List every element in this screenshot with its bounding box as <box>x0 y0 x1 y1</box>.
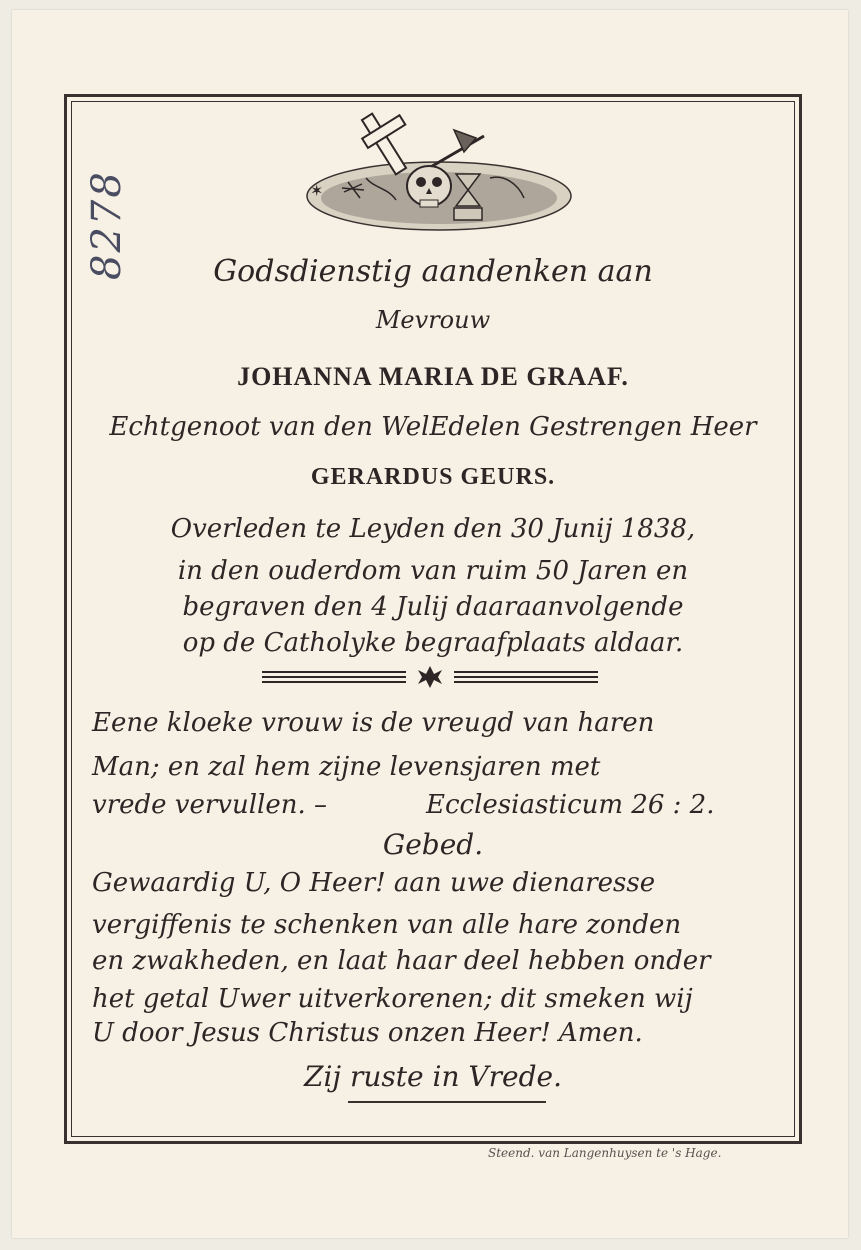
deceased-name: JOHANNA MARIA DE GRAAF. <box>237 362 629 391</box>
prayer-line: Gewaardig U, O Heer! aan uwe dienaresse <box>92 868 656 898</box>
quote-line: Man; en zal hem zijne levensjaren met <box>92 752 601 782</box>
spouse-intro: Echtgenoot van den WelEdelen Gestrengen Heer <box>109 412 757 442</box>
prayer-line: het getal Uwer uitverkorenen; dit smeken wij <box>92 984 693 1014</box>
spouse-name: GERARDUS GEURS. <box>310 464 556 490</box>
death-notice-line: op de Catholyke begraafplaats aldaar. <box>182 628 684 658</box>
prayer-title: Gebed. <box>382 828 484 861</box>
heading: Godsdienstig aandenken aan <box>213 254 653 289</box>
prayer-line: vergiffenis te schenken van alle hare zonden <box>92 910 682 940</box>
quote-line: Eene kloeke vrouw is de vreugd van haren <box>92 708 655 738</box>
prayer-line: en zwakheden, en laat haar deel hebben onder <box>92 946 711 976</box>
catalog-number: 8278 <box>84 170 130 280</box>
quote-source: Ecclesiasticum 26 : 2. <box>426 790 715 820</box>
death-notice-line: begraven den 4 Julij daaraanvolgende <box>182 592 684 622</box>
death-notice-line: Overleden te Leyden den 30 Junij 1838, <box>170 514 696 544</box>
quote-line: vrede vervullen. – <box>92 790 328 820</box>
svg-text:✶: ✶ <box>310 181 324 200</box>
memento-mori-emblem-icon <box>304 108 574 240</box>
closing-underline <box>348 1101 546 1103</box>
salutation: Mevrouw <box>375 306 491 334</box>
prayer-line: U door Jesus Christus onzen Heer! Amen. <box>92 1018 643 1048</box>
closing-phrase: Zij ruste in Vrede. <box>304 1060 562 1093</box>
cross-divider-icon <box>262 666 598 688</box>
death-notice-line: in den ouderdom van ruim 50 Jaren en <box>177 556 689 586</box>
printer-signature: Steend. van Langenhuysen te 's Hage. <box>488 1146 722 1160</box>
